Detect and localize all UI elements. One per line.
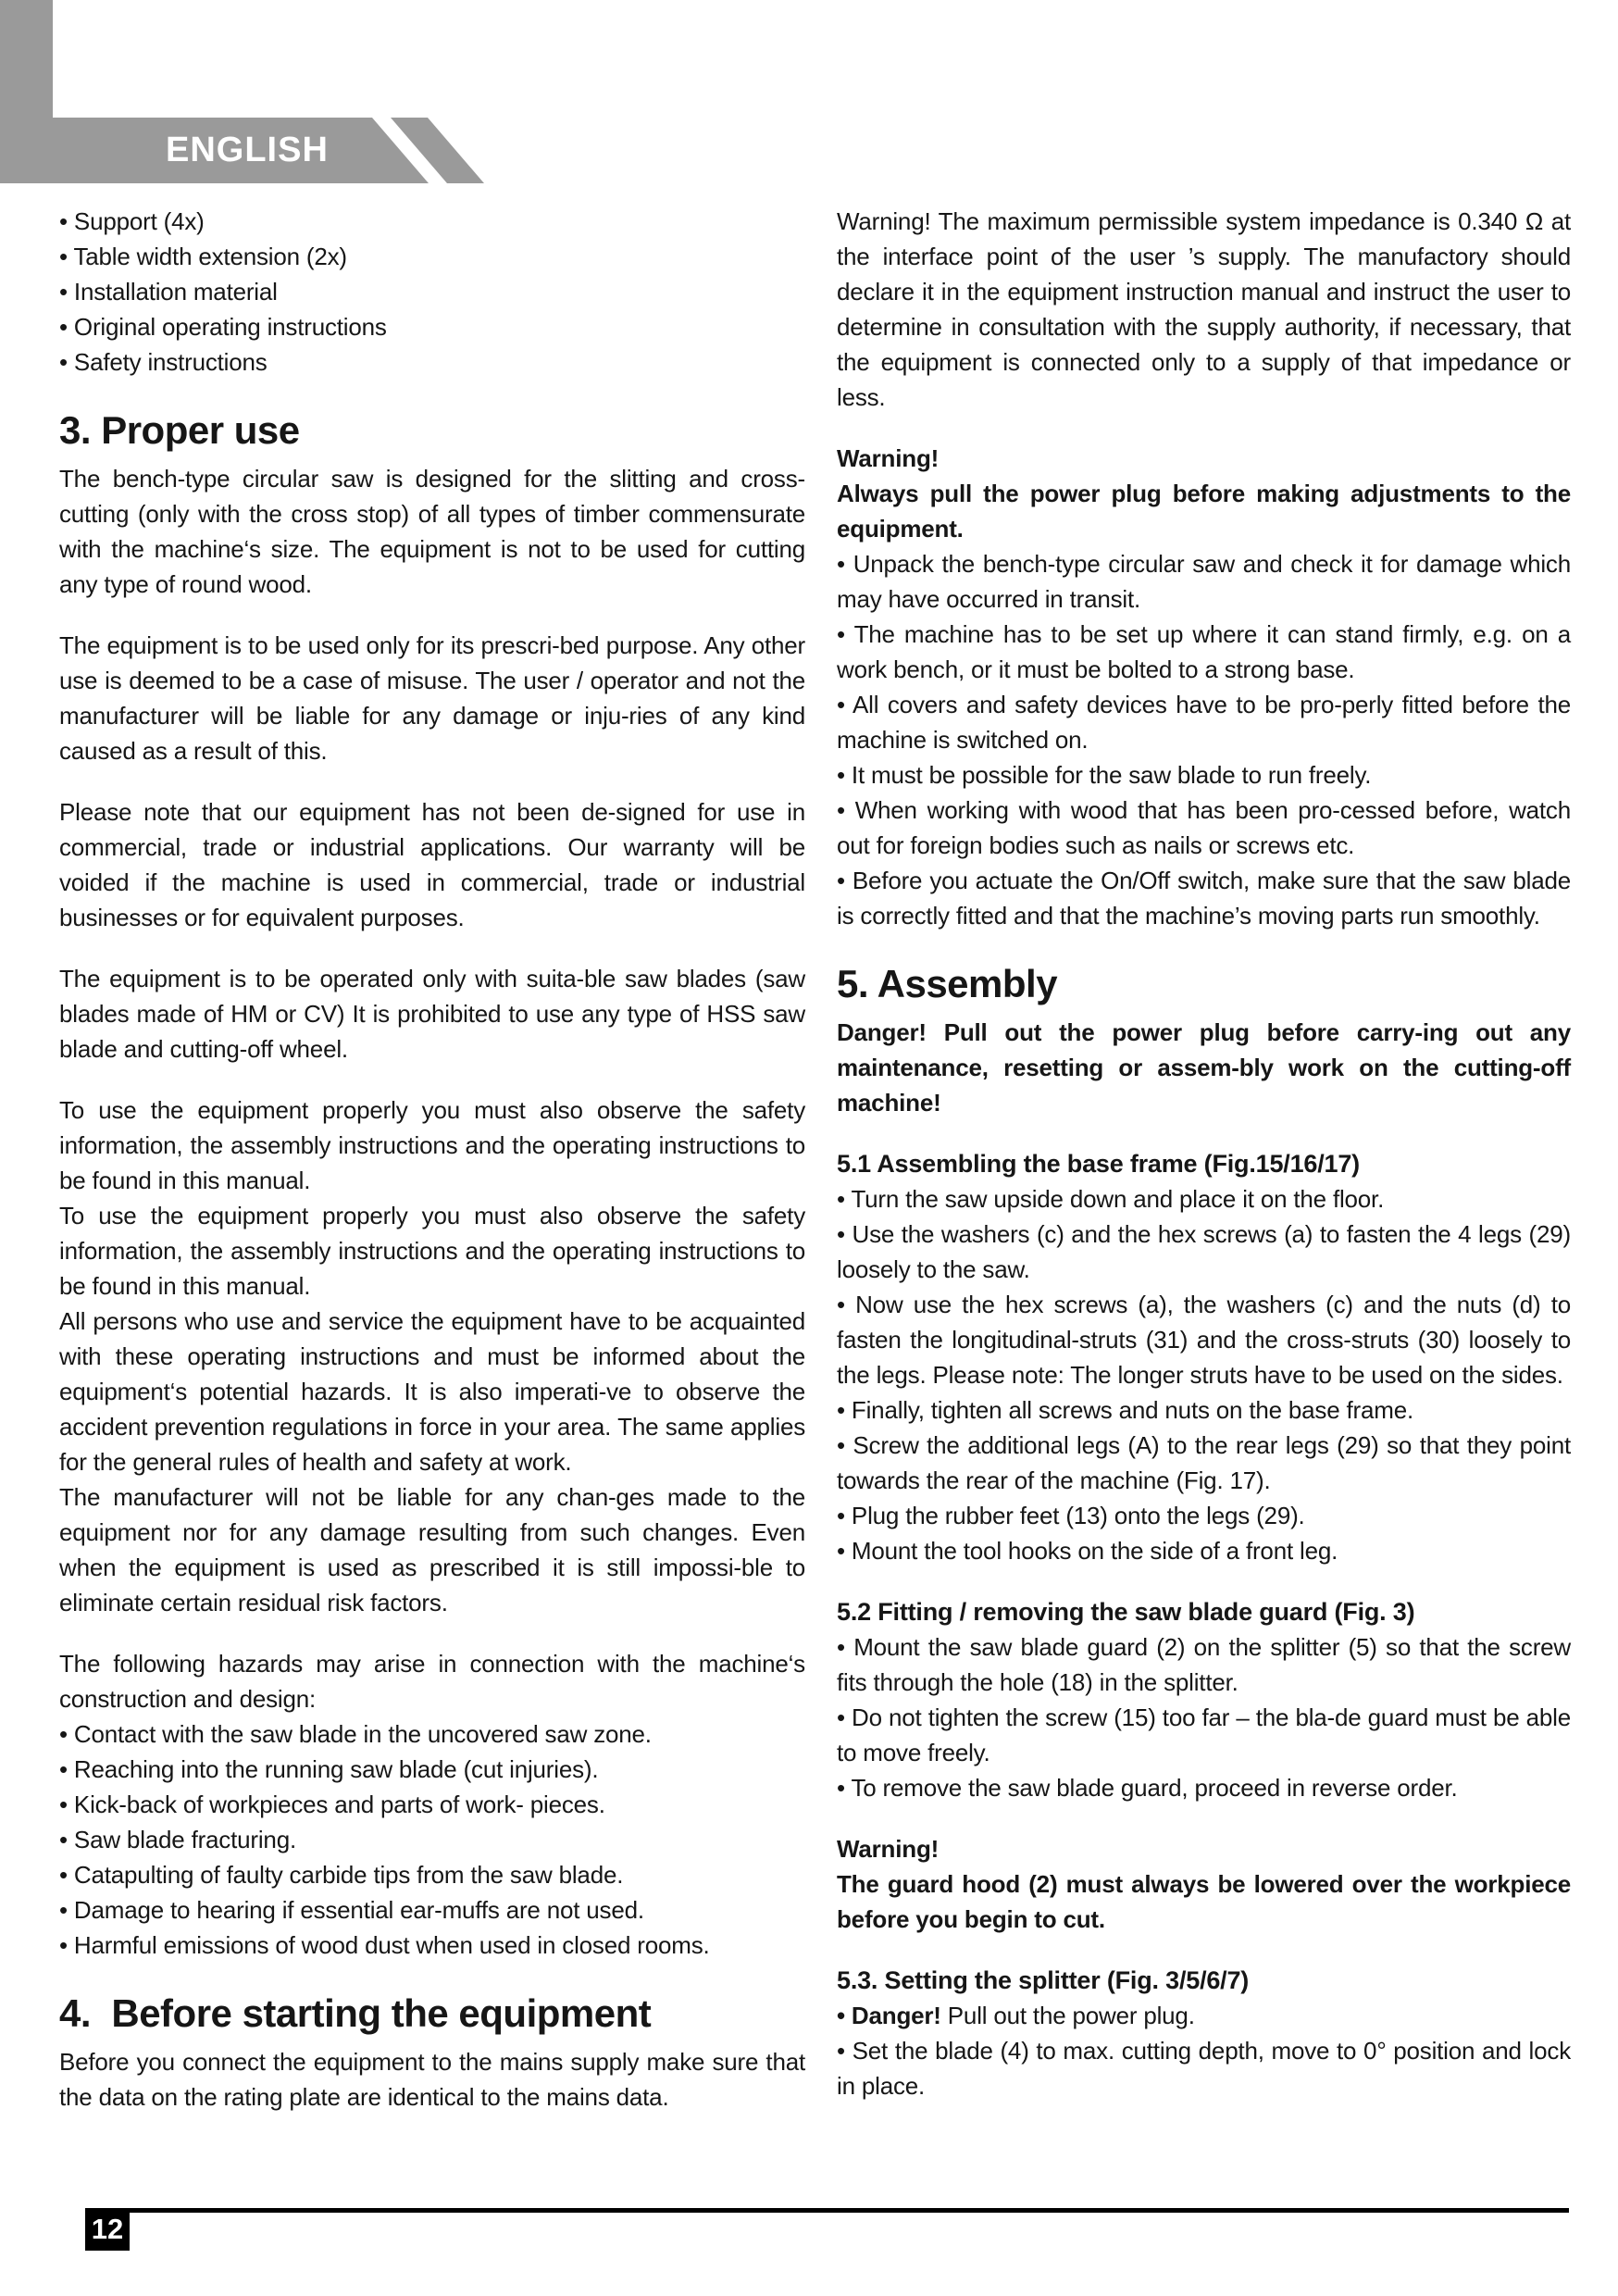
footer-rule	[85, 2208, 1569, 2213]
bullet-item: • Reaching into the running saw blade (cut injuries).	[59, 1755, 599, 1783]
spacer	[837, 933, 1571, 959]
bullet-item: • Installation material	[59, 278, 278, 306]
paragraph: Before you connect the equipment to the mains supply make sure that the data on the rating plate are identical to the mains data.	[59, 2048, 805, 2111]
subsection-heading: 5.1 Assembling the base frame (Fig.15/16/17)	[837, 1150, 1360, 1178]
bullet-item: • Set the blade (4) to max. cutting depth, move to 0° position and lock in place.	[837, 2037, 1571, 2100]
subsection-heading: 5.3. Setting the splitter (Fig. 3/5/6/7)	[837, 1966, 1250, 1994]
warning-text: Danger! Pull out the power plug before carry-ing out any maintenance, resetting or assem-bly work on the cutting-off machine!	[837, 1018, 1571, 1117]
right-column	[837, 204, 1571, 2103]
spacer	[59, 768, 805, 794]
bullet-item: • Turn the saw upside down and place it on the floor.	[837, 1185, 1385, 1213]
paragraph: All persons who use and service the equipment have to be acquainted with these operating instructions and must be informed about the equipment‘s potential hazards. It is also imperati-ve to observe the accident prevention regulations in force in your area. The same applies for the general rules of health and safety at work.	[59, 1307, 805, 1476]
spacer	[837, 415, 1571, 441]
paragraph: The following hazards may arise in connection with the machine‘s construction and design:	[59, 1650, 805, 1713]
bullet-item: • Mount the saw blade guard (2) on the splitter (5) so that the screw fits through the hole (18) in the splitter.	[837, 1633, 1571, 1696]
section-heading: 3. Proper use	[59, 408, 300, 452]
spacer	[837, 1805, 1571, 1831]
left-column	[59, 204, 805, 2115]
paragraph: The equipment is to be operated only with suita-ble saw blades (saw blades made of HM or CV) It is prohibited to use any type of HSS saw blade and cutting-off wheel.	[59, 965, 805, 1063]
page-number-badge: 12	[85, 2208, 130, 2251]
paragraph: The equipment is to be used only for its prescri-bed purpose. Any other use is deemed to be a case of misuse. The user / operator and not the manufacturer will be liable for any damage or inju-ries of any kind caused as a result of this.	[59, 631, 805, 765]
bullet-item: • Do not tighten the screw (15) too far – the bla-de guard must be able to move freely.	[837, 1703, 1571, 1766]
spacer	[59, 602, 805, 628]
spacer	[59, 1620, 805, 1646]
corner-accent	[0, 0, 53, 118]
bullet-item: • Before you actuate the On/Off switch, make sure that the saw blade is correctly fitted and that the machine’s moving parts run smoothly.	[837, 867, 1571, 930]
bullet-item: • Support (4x)	[59, 207, 205, 235]
bullet-item: • Saw blade fracturing.	[59, 1826, 296, 1853]
bullet-item: • Table width extension (2x)	[59, 243, 347, 270]
section-heading: 5. Assembly	[837, 962, 1058, 1005]
bold-lead: • Danger!	[837, 2002, 941, 2029]
spacer	[59, 1067, 805, 1092]
bullet-item: • Original operating instructions	[59, 313, 387, 341]
paragraph: The manufacturer will not be liable for any chan-ges made to the equipment nor for any damage resulting from such changes. Even when the equipment is used as prescribed it is still impossi-ble to eliminate certain residual risk factors.	[59, 1483, 805, 1616]
paragraph: To use the equipment properly you must also observe the safety information, the assembly instructions and the operating instructions to be found in this manual.	[59, 1202, 805, 1300]
bullet-item: • Harmful emissions of wood dust when used in closed rooms.	[59, 1931, 710, 1959]
warning-text: Warning!	[837, 1835, 940, 1863]
warning-text: The guard hood (2) must always be lowered over the workpiece before you begin to cut.	[837, 1870, 1571, 1933]
spacer	[59, 380, 805, 406]
bullet-item: • Catapulting of faulty carbide tips from the saw blade.	[59, 1861, 624, 1889]
bullet-item: • Safety instructions	[59, 348, 268, 376]
subsection-heading: 5.2 Fitting / removing the saw blade guard (Fig. 3)	[837, 1598, 1415, 1626]
spacer	[837, 1937, 1571, 1963]
spacer	[59, 935, 805, 961]
bullet-item: • Use the washers (c) and the hex screws (a) to fasten the 4 legs (29) loosely to the saw.	[837, 1220, 1571, 1283]
bullet-item: • It must be possible for the saw blade to run freely.	[837, 761, 1372, 789]
bullet-item: • Mount the tool hooks on the side of a front leg.	[837, 1537, 1338, 1565]
bullet-item: • Damage to hearing if essential ear-muffs are not used.	[59, 1896, 644, 1924]
spacer	[837, 1120, 1571, 1146]
bullet-item: • Now use the hex screws (a), the washers (c) and the nuts (d) to fasten the longitudinal-struts (31) and the cross-struts (30) loosely to the legs. Please note: The longer struts have to be used on the sides.	[837, 1291, 1571, 1389]
bullet-item: • Finally, tighten all screws and nuts on the base frame.	[837, 1396, 1413, 1424]
bullet-item: • Plug the rubber feet (13) onto the legs (29).	[837, 1502, 1305, 1529]
bullet-item: • All covers and safety devices have to be pro-perly fitted before the machine is switched on.	[837, 691, 1571, 754]
paragraph: Warning! The maximum permissible system impedance is 0.340 Ω at the interface point of the user ’s supply. The manufactory should declare it in the equipment instruction manual and instruct the user to determine in consultation with the supply authority, if necessary, that the equipment is connected only to a supply of that impedance or less.	[837, 207, 1571, 411]
bullet-item: • Kick-back of workpieces and parts of work- pieces.	[59, 1791, 605, 1818]
bullet-item: • Contact with the saw blade in the uncovered saw zone.	[59, 1720, 652, 1748]
bullet-item: • Danger! Pull out the power plug.	[837, 2002, 1195, 2029]
spacer	[837, 1568, 1571, 1594]
paragraph: To use the equipment properly you must also observe the safety information, the assembly instructions and the operating instructions to be found in this manual.	[59, 1096, 805, 1194]
bullet-item: • To remove the saw blade guard, proceed in reverse order.	[837, 1774, 1458, 1802]
spacer	[59, 1963, 805, 1989]
paragraph: Please note that our equipment has not been de-signed for use in commercial, trade or industrial applications. Our warranty will be voided if the machine is used in commercial, trade or industrial businesses or for equivalent purposes.	[59, 798, 805, 931]
bullet-item: • The machine has to be set up where it can stand firmly, e.g. on a work bench, or it must be bolted to a strong base.	[837, 620, 1571, 683]
language-label: ENGLISH	[166, 131, 329, 169]
bullet-item: • When working with wood that has been pro-cessed before, watch out for foreign bodies such as nails or screws etc.	[837, 796, 1571, 859]
warning-text: Always pull the power plug before making adjustments to the equipment.	[837, 480, 1571, 543]
bullet-item: • Screw the additional legs (A) to the rear legs (29) so that they point towards the rear of the machine (Fig. 17).	[837, 1431, 1571, 1494]
paragraph: The bench-type circular saw is designed for the slitting and cross-cutting (only with the cross stop) of all types of timber commensurate with the machine‘s size. The equipment is not to be used for cutting any type of round wood.	[59, 465, 805, 598]
bullet-item: • Unpack the bench-type circular saw and check it for damage which may have occurred in transit.	[837, 550, 1571, 613]
warning-text: Warning!	[837, 444, 940, 472]
section-heading: 4. Before starting the equipment	[59, 1991, 652, 2035]
